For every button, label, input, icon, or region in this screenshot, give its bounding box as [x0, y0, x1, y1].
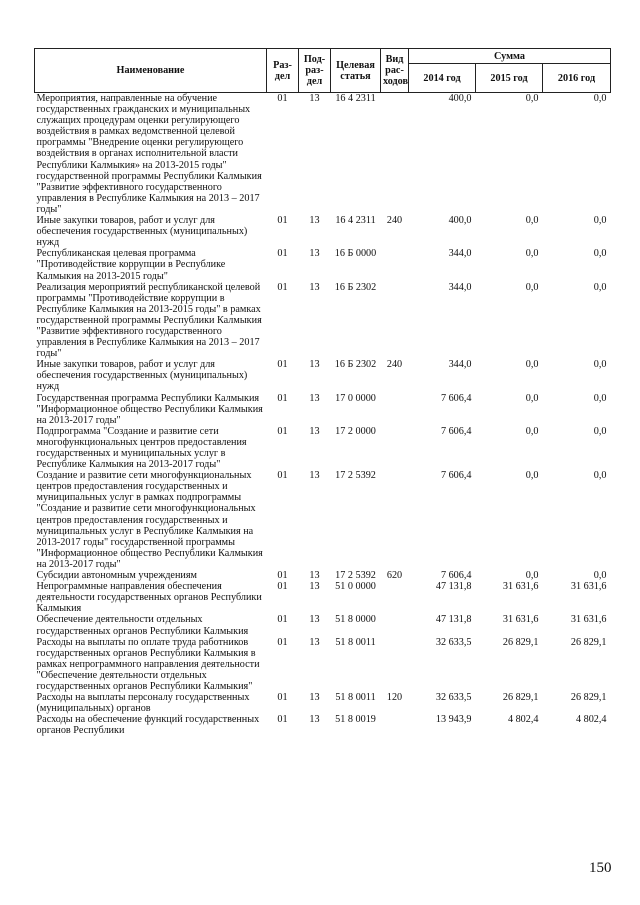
- table-row: [35, 282, 611, 360]
- row-target-article: 51 8 0019: [335, 714, 376, 726]
- row-sum-2016: 26 829,1: [570, 692, 607, 704]
- row-sum-2015: 26 829,1: [502, 692, 539, 704]
- table-row: [35, 215, 611, 248]
- row-sum-2014: 344,0: [448, 248, 472, 260]
- table-row: [35, 248, 611, 281]
- budget-table: [34, 48, 611, 736]
- row-expense-type: [381, 282, 409, 360]
- row-podrazdel: 13: [309, 570, 320, 582]
- row-podrazdel: 13: [309, 392, 320, 404]
- row-podrazdel: 13: [309, 714, 320, 726]
- row-sum-2014: 7 606,4: [440, 392, 472, 404]
- row-target-article: 16 4 2311: [335, 93, 376, 104]
- row-sum-2014: 13 943,9: [435, 714, 472, 726]
- row-name: Расходы на обеспечение функций государственных органов Республики: [36, 714, 260, 737]
- row-sum-2014: 7 606,4: [440, 425, 472, 437]
- row-name: Субсидии автономным учреждениям: [36, 570, 197, 582]
- row-sum-2014: 32 633,5: [435, 692, 472, 704]
- table-row: [35, 581, 611, 614]
- row-target-article: 17 2 0000: [335, 425, 376, 437]
- row-expense-type: [381, 93, 409, 216]
- table-row: [35, 426, 611, 470]
- row-name: Подпрограмма "Создание и развитие сети многофункциональных центров предоставления государственных и муниципальных услуг в Республике Калмыкия на 2013-2017 годы": [36, 425, 247, 471]
- header-2016: 2016 год: [543, 64, 611, 93]
- row-sum-2014: 47 131,8: [435, 581, 472, 593]
- row-razdel: 01: [277, 470, 288, 482]
- row-target-article: 17 0 0000: [335, 392, 376, 404]
- header-razdel: [267, 49, 299, 93]
- header-expense-type-text: Вид рас- ходов: [383, 54, 409, 87]
- row-name: Расходы на выплаты по оплате труда работников государственных органов Республики Калмыкия в рамках непрограммного направления деятельности "Обеспечение деятельности отдельных государственных органов Республики Калмыкия": [36, 636, 260, 692]
- row-sum-2016: 0,0: [593, 392, 607, 404]
- table-row: [35, 692, 611, 714]
- row-sum-2014: 400,0: [448, 215, 472, 227]
- row-expense-type: [381, 614, 409, 636]
- header-target-article-text: Целевая статья: [336, 59, 375, 82]
- row-sum-2014: 400,0: [448, 93, 472, 104]
- row-name: Непрограммные направления обеспечения деятельности государственных органов Республики Калмыкия: [36, 581, 262, 615]
- row-razdel: 01: [277, 714, 288, 726]
- row-sum-2016: 0,0: [593, 93, 607, 104]
- table-row: [35, 614, 611, 636]
- row-target-article: 17 2 5392: [335, 570, 376, 582]
- row-target-article: 16 Б 2302: [334, 359, 377, 371]
- row-razdel: 01: [277, 570, 288, 582]
- row-sum-2016: 0,0: [593, 425, 607, 437]
- row-podrazdel: 13: [309, 93, 320, 104]
- row-name: Государственная программа Республики Калмыкия "Информационное общество Республики Калмыкия на 2013-2017 годы": [36, 392, 263, 426]
- row-sum-2014: 47 131,8: [435, 614, 472, 626]
- row-target-article: 51 8 0000: [335, 614, 376, 626]
- header-name: Наименование: [35, 49, 267, 93]
- row-name: Мероприятия, направленные на обучение государственных гражданских и муниципальных служащих процедурам оценки регулирующего воздействия в рамках ведомственной целевой программы "Внедрение оценки регулирующего воздействия в органах исполнительной власти Республики Калмыкия» на 2013-2015 годы" государственной программы Республики Калмыкия "Развитие эффективного государственного управления в Республике Калмыкия на 2013 – 2017 годы": [36, 93, 262, 215]
- row-expense-type: 120: [386, 692, 403, 704]
- table-header: [35, 49, 611, 93]
- header-podrazdel: [299, 49, 331, 93]
- row-podrazdel: 13: [309, 470, 320, 482]
- row-name: Создание и развитие сети многофункциональных центров предоставления государственных и муниципальных услуг в рамках подпрограммы "Создание и развитие сети многофункциональных центров предоставления государственных и муниципальных услуг в Республике Калмыкия на 2013-2017 годы" государственной программы "Информационное общество Республики Калмыкия на 2013-2017 годы": [36, 470, 263, 570]
- row-target-article: 51 8 0011: [335, 636, 376, 648]
- row-target-article: 16 Б 0000: [334, 248, 377, 260]
- header-target-article: [331, 49, 381, 93]
- row-sum-2015: 0,0: [525, 470, 539, 482]
- row-podrazdel: 13: [309, 636, 320, 648]
- header-2014: 2014 год: [409, 64, 476, 93]
- table-body: [35, 93, 611, 737]
- header-sum: Сумма: [409, 49, 611, 64]
- row-podrazdel: 13: [309, 215, 320, 227]
- row-sum-2016: 0,0: [593, 215, 607, 227]
- row-sum-2016: 31 631,6: [570, 614, 607, 626]
- table-row: [35, 714, 611, 736]
- row-sum-2014: 344,0: [448, 281, 472, 293]
- row-razdel: 01: [277, 215, 288, 227]
- row-sum-2016: 0,0: [593, 570, 607, 582]
- row-razdel: 01: [277, 93, 288, 104]
- row-sum-2015: 31 631,6: [502, 614, 539, 626]
- row-sum-2015: 0,0: [525, 359, 539, 371]
- row-sum-2016: 31 631,6: [570, 581, 607, 593]
- row-sum-2014: 32 633,5: [435, 636, 472, 648]
- row-name: Иные закупки товаров, работ и услуг для обеспечения государственных (муниципальных) нужд: [36, 359, 248, 393]
- row-razdel: 01: [277, 248, 288, 260]
- header-podrazdel-text: Под- раз- дел: [303, 54, 326, 87]
- row-expense-type: [381, 248, 409, 281]
- row-sum-2014: 344,0: [448, 359, 472, 371]
- row-sum-2015: 0,0: [525, 215, 539, 227]
- row-target-article: 51 0 0000: [335, 581, 376, 593]
- row-target-article: 16 4 2311: [335, 215, 376, 227]
- row-name: Иные закупки товаров, работ и услуг для обеспечения государственных (муниципальных) нужд: [36, 215, 248, 249]
- row-expense-type: 620: [386, 570, 403, 582]
- table-row: [35, 359, 611, 392]
- row-sum-2015: 0,0: [525, 570, 539, 582]
- row-expense-type: [381, 581, 409, 614]
- row-sum-2015: 0,0: [525, 425, 539, 437]
- row-razdel: 01: [277, 425, 288, 437]
- row-podrazdel: 13: [309, 248, 320, 260]
- row-sum-2015: 31 631,6: [502, 581, 539, 593]
- row-name: Республиканская целевая программа "Противодействие коррупции в Республике Калмыкия на 2013-2015 годы": [36, 248, 226, 282]
- row-expense-type: [381, 637, 409, 692]
- row-expense-type: [381, 426, 409, 470]
- row-expense-type: 240: [386, 359, 403, 371]
- row-expense-type: [381, 470, 409, 570]
- row-sum-2015: 0,0: [525, 281, 539, 293]
- row-name: Расходы на выплаты персоналу государственных (муниципальных) органов: [36, 692, 250, 715]
- row-expense-type: [381, 393, 409, 426]
- row-podrazdel: 13: [309, 359, 320, 371]
- row-razdel: 01: [277, 692, 288, 704]
- row-razdel: 01: [277, 281, 288, 293]
- row-podrazdel: 13: [309, 281, 320, 293]
- row-razdel: 01: [277, 636, 288, 648]
- row-sum-2015: 4 802,4: [507, 714, 539, 726]
- row-sum-2014: 7 606,4: [440, 470, 472, 482]
- table-row: [35, 637, 611, 692]
- row-expense-type: [381, 714, 409, 736]
- table-row: [35, 570, 611, 581]
- row-razdel: 01: [277, 359, 288, 371]
- row-podrazdel: 13: [309, 425, 320, 437]
- row-target-article: 16 Б 2302: [334, 281, 377, 293]
- row-sum-2016: 4 802,4: [575, 714, 607, 726]
- row-sum-2015: 0,0: [525, 248, 539, 260]
- row-podrazdel: 13: [309, 581, 320, 593]
- row-sum-2016: 0,0: [593, 359, 607, 371]
- row-razdel: 01: [277, 392, 288, 404]
- row-razdel: 01: [277, 614, 288, 626]
- row-sum-2015: 26 829,1: [502, 636, 539, 648]
- row-target-article: 51 8 0011: [335, 692, 376, 704]
- header-razdel-text: Раз- дел: [273, 59, 292, 82]
- page-number: 150: [589, 860, 612, 876]
- table-row: [35, 470, 611, 570]
- header-expense-type: [381, 49, 409, 93]
- row-name: Реализация мероприятий республиканской целевой программы "Противодействие коррупции в Республике Калмыкия на 2013-2015 годы" в рамках государственной программы Республики Калмыкия "Развитие эффективного государственного управления в Республике Калмыкия на 2013 – 2017 годы": [36, 281, 262, 360]
- row-expense-type: 240: [386, 215, 403, 227]
- row-sum-2015: 0,0: [525, 392, 539, 404]
- row-target-article: 17 2 5392: [335, 470, 376, 482]
- row-sum-2016: 0,0: [593, 470, 607, 482]
- row-sum-2016: 26 829,1: [570, 636, 607, 648]
- row-podrazdel: 13: [309, 614, 320, 626]
- row-sum-2016: 0,0: [593, 248, 607, 260]
- row-razdel: 01: [277, 581, 288, 593]
- row-sum-2015: 0,0: [525, 93, 539, 104]
- row-name: Обеспечение деятельности отдельных государственных органов Республики Калмыкия: [36, 614, 249, 637]
- row-sum-2016: 0,0: [593, 281, 607, 293]
- row-podrazdel: 13: [309, 692, 320, 704]
- row-sum-2014: 7 606,4: [440, 570, 472, 582]
- header-2015: 2015 год: [476, 64, 543, 93]
- table-row: [35, 393, 611, 426]
- table-row: [35, 93, 611, 216]
